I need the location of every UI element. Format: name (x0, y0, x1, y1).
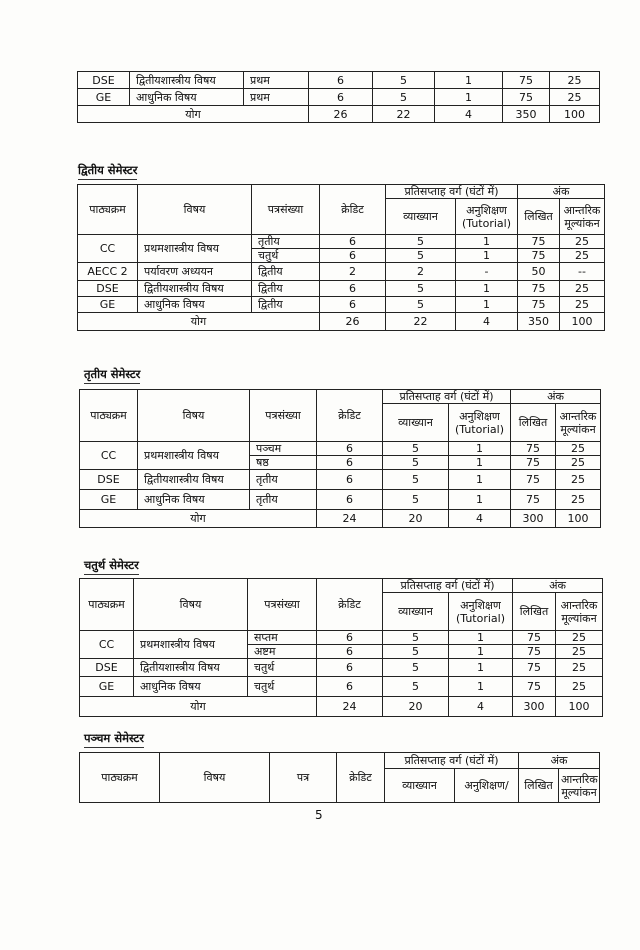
page-number: 5 (315, 808, 323, 822)
subject-cell: आधुनिक विषय (134, 677, 248, 697)
paper-cell: द्वितीय (252, 281, 320, 297)
header-paper: पत्र (270, 753, 337, 803)
tutorial-cell: 1 (449, 645, 513, 659)
paper-cell: पञ्चम (250, 442, 317, 456)
lecture-cell: 5 (373, 72, 435, 89)
credit-cell: 2 (320, 263, 386, 281)
course-cell: DSE (80, 659, 134, 677)
total-label: योग (80, 697, 317, 717)
first-semester-table-continuation (77, 71, 600, 123)
internal-cell: 25 (560, 249, 605, 263)
header-subject: विषय (138, 185, 252, 235)
tutorial-cell: 1 (449, 631, 513, 645)
subject-cell: द्वितीयशास्त्रीय विषय (130, 72, 244, 89)
total-row (78, 313, 605, 331)
header-written: लिखित (519, 769, 559, 803)
paper-cell: द्वितीय (252, 263, 320, 281)
header-credit: क्रेडिट (320, 185, 386, 235)
internal-cell: 25 (550, 89, 600, 106)
written-cell: 50 (518, 263, 560, 281)
header-marks: अंक (513, 579, 603, 593)
internal-cell: 25 (556, 470, 601, 490)
tutorial-cell: 1 (449, 442, 511, 456)
written-cell: 75 (513, 677, 556, 697)
lecture-cell: 5 (383, 677, 449, 697)
subject-cell: प्रथमशास्त्रीय विषय (138, 442, 250, 470)
header-lecture: व्याख्यान (383, 404, 449, 442)
header-weekly: प्रतिसप्ताह वर्ग (घंटों में) (383, 579, 513, 593)
lecture-cell: 5 (383, 456, 449, 470)
tutorial-cell: 1 (456, 249, 518, 263)
internal-cell: 25 (556, 677, 603, 697)
course-cell: CC (80, 442, 138, 470)
total-internal: 100 (556, 697, 603, 717)
internal-cell: 25 (556, 645, 603, 659)
course-cell: GE (80, 677, 134, 697)
header-internal-1: आन्तरिक (563, 203, 601, 217)
total-written: 300 (511, 510, 556, 528)
table-header-row (80, 390, 601, 404)
written-cell: 75 (511, 442, 556, 456)
header-internal-1: आन्तरिक (560, 598, 598, 612)
semester-2-table (77, 184, 605, 331)
header-marks: अंक (511, 390, 601, 404)
header-weekly: प्रतिसप्ताह वर्ग (घंटों में) (383, 390, 511, 404)
internal-cell: 25 (556, 631, 603, 645)
total-tutorial: 4 (449, 510, 511, 528)
header-tutorial: अनुशिक्षण/ (455, 769, 519, 803)
header-internal-1: आन्तरिक (559, 409, 597, 423)
lecture-cell: 5 (386, 281, 456, 297)
lecture-cell: 5 (383, 490, 449, 510)
semester-2-heading: द्वितीय सेमेस्टर (78, 163, 137, 180)
tutorial-cell: 1 (456, 281, 518, 297)
total-internal: 100 (550, 106, 600, 123)
header-weekly: प्रतिसप्ताह वर्ग (घंटों में) (386, 185, 518, 199)
paper-cell: प्रथम (244, 89, 309, 106)
paper-cell: द्वितीय (252, 297, 320, 313)
lecture-cell: 5 (386, 235, 456, 249)
lecture-cell: 5 (386, 297, 456, 313)
tutorial-cell: 1 (456, 297, 518, 313)
lecture-cell: 5 (383, 659, 449, 677)
tutorial-cell: - (456, 263, 518, 281)
total-credit: 24 (317, 697, 383, 717)
internal-cell: -- (560, 263, 605, 281)
header-subject: विषय (138, 390, 250, 442)
total-label: योग (78, 106, 309, 123)
header-written: लिखित (513, 593, 556, 631)
paper-cell: अष्टम (248, 645, 317, 659)
lecture-cell: 5 (383, 442, 449, 456)
course-cell: DSE (80, 470, 138, 490)
header-lecture: व्याख्यान (386, 199, 456, 235)
subject-cell: आधुनिक विषय (138, 490, 250, 510)
total-row (78, 106, 600, 123)
header-tutorial (456, 199, 518, 235)
total-credit: 26 (309, 106, 373, 123)
table-row (80, 677, 603, 697)
tutorial-cell: 1 (449, 659, 513, 677)
credit-cell: 6 (320, 235, 386, 249)
table-header-row (80, 753, 600, 769)
total-label: योग (78, 313, 320, 331)
header-internal (556, 593, 603, 631)
total-credit: 26 (320, 313, 386, 331)
header-internal-2: मूल्यांकन (561, 785, 597, 799)
subject-cell: द्वितीयशास्त्रीय विषय (134, 659, 248, 677)
tutorial-cell: 1 (435, 72, 503, 89)
header-subject: विषय (160, 753, 270, 803)
credit-cell: 6 (320, 249, 386, 263)
internal-cell: 25 (556, 490, 601, 510)
paper-cell: सप्तम (248, 631, 317, 645)
header-marks: अंक (518, 185, 605, 199)
header-lecture: व्याख्यान (385, 769, 455, 803)
total-written: 350 (518, 313, 560, 331)
header-internal-2: मूल्यांकन (560, 422, 596, 436)
total-lecture: 20 (383, 697, 449, 717)
header-internal-2: मूल्यांकन (561, 611, 597, 625)
header-credit: क्रेडिट (337, 753, 385, 803)
semester-4-table (79, 578, 603, 717)
course-cell: CC (80, 631, 134, 659)
course-cell: DSE (78, 72, 130, 89)
header-written: लिखित (518, 199, 560, 235)
table-row (80, 442, 601, 456)
tutorial-cell: 1 (456, 235, 518, 249)
header-internal-2: मूल्यांकन (564, 216, 600, 230)
header-paper-no: पत्रसंख्या (252, 185, 320, 235)
written-cell: 75 (518, 281, 560, 297)
paper-cell: चतुर्थ (248, 677, 317, 697)
header-internal-1: आन्तरिक (561, 772, 598, 786)
semester-4-heading: चतुर्थ सेमेस्टर (84, 558, 139, 575)
credit-cell: 6 (317, 659, 383, 677)
header-weekly: प्रतिसप्ताह वर्ग (घंटों में) (385, 753, 519, 769)
course-cell: CC (78, 235, 138, 263)
written-cell: 75 (511, 456, 556, 470)
header-tutorial-en: (Tutorial) (455, 611, 506, 625)
header-course: पाठ्यक्रम (80, 390, 138, 442)
credit-cell: 6 (317, 456, 383, 470)
credit-cell: 6 (317, 677, 383, 697)
header-tutorial-en: (Tutorial) (454, 422, 505, 436)
paper-cell: तृतीय (252, 235, 320, 249)
credit-cell: 6 (317, 442, 383, 456)
course-cell: GE (78, 89, 130, 106)
subject-cell: प्रथमशास्त्रीय विषय (138, 235, 252, 263)
table-header-row (80, 579, 603, 593)
internal-cell: 25 (560, 281, 605, 297)
subject-cell: द्वितीयशास्त्रीय विषय (138, 281, 252, 297)
table-row (80, 490, 601, 510)
table-row (78, 72, 600, 89)
written-cell: 75 (503, 72, 550, 89)
lecture-cell: 5 (383, 470, 449, 490)
written-cell: 75 (511, 490, 556, 510)
semester-5-table (79, 752, 600, 803)
credit-cell: 6 (320, 297, 386, 313)
paper-cell: तृतीय (250, 490, 317, 510)
total-label: योग (80, 510, 317, 528)
course-cell: DSE (78, 281, 138, 297)
paper-cell: चतुर्थ (252, 249, 320, 263)
header-course: पाठ्यक्रम (80, 753, 160, 803)
header-paper-no: पत्रसंख्या (248, 579, 317, 631)
credit-cell: 6 (317, 490, 383, 510)
total-written: 350 (503, 106, 550, 123)
written-cell: 75 (503, 89, 550, 106)
header-internal (556, 404, 601, 442)
written-cell: 75 (518, 249, 560, 263)
table-row (78, 89, 600, 106)
internal-cell: 25 (556, 442, 601, 456)
semester-3-heading: तृतीय सेमेस्टर (84, 367, 140, 384)
course-cell: GE (78, 297, 138, 313)
table-row (80, 659, 603, 677)
total-row (80, 697, 603, 717)
header-internal (559, 769, 600, 803)
subject-cell: आधुनिक विषय (130, 89, 244, 106)
header-credit: क्रेडिट (317, 390, 383, 442)
internal-cell: 25 (550, 72, 600, 89)
header-tutorial (449, 404, 511, 442)
header-lecture: व्याख्यान (383, 593, 449, 631)
credit-cell: 6 (317, 470, 383, 490)
tutorial-cell: 1 (449, 470, 511, 490)
subject-cell: प्रथमशास्त्रीय विषय (134, 631, 248, 659)
tutorial-cell: 1 (449, 490, 511, 510)
subject-cell: आधुनिक विषय (138, 297, 252, 313)
total-written: 300 (513, 697, 556, 717)
header-internal (560, 199, 605, 235)
written-cell: 75 (513, 631, 556, 645)
header-course: पाठ्यक्रम (80, 579, 134, 631)
table-row (78, 281, 605, 297)
tutorial-cell: 1 (435, 89, 503, 106)
header-marks: अंक (519, 753, 600, 769)
paper-cell: प्रथम (244, 72, 309, 89)
total-lecture: 22 (373, 106, 435, 123)
header-written: लिखित (511, 404, 556, 442)
lecture-cell: 5 (386, 249, 456, 263)
header-tutorial-hi: अनुशिक्षण (466, 203, 507, 217)
total-tutorial: 4 (435, 106, 503, 123)
total-tutorial: 4 (456, 313, 518, 331)
header-paper-no: पत्रसंख्या (250, 390, 317, 442)
tutorial-cell: 1 (449, 456, 511, 470)
internal-cell: 25 (560, 235, 605, 249)
total-tutorial: 4 (449, 697, 513, 717)
total-internal: 100 (556, 510, 601, 528)
total-credit: 24 (317, 510, 383, 528)
written-cell: 75 (511, 470, 556, 490)
table-row (78, 235, 605, 249)
credit-cell: 6 (317, 631, 383, 645)
written-cell: 75 (518, 297, 560, 313)
table-row (80, 470, 601, 490)
lecture-cell: 5 (383, 645, 449, 659)
total-internal: 100 (560, 313, 605, 331)
semester-3-table (79, 389, 601, 528)
header-tutorial-en: (Tutorial) (461, 216, 512, 230)
written-cell: 75 (518, 235, 560, 249)
lecture-cell: 5 (373, 89, 435, 106)
header-tutorial (449, 593, 513, 631)
header-tutorial-hi: अनुशिक्षण (460, 598, 501, 612)
header-credit: क्रेडिट (317, 579, 383, 631)
table-row (78, 263, 605, 281)
paper-cell: चतुर्थ (248, 659, 317, 677)
subject-cell: पर्यावरण अध्ययन (138, 263, 252, 281)
paper-cell: तृतीय (250, 470, 317, 490)
lecture-cell: 5 (383, 631, 449, 645)
paper-cell: षष्ठ (250, 456, 317, 470)
header-subject: विषय (134, 579, 248, 631)
course-cell: GE (80, 490, 138, 510)
credit-cell: 6 (309, 72, 373, 89)
course-cell: AECC 2 (78, 263, 138, 281)
written-cell: 75 (513, 659, 556, 677)
total-lecture: 22 (386, 313, 456, 331)
credit-cell: 6 (317, 645, 383, 659)
lecture-cell: 2 (386, 263, 456, 281)
header-tutorial-hi: अनुशिक्षण (459, 409, 500, 423)
semester-5-heading: पञ्चम सेमेस्टर (84, 731, 144, 748)
subject-cell: द्वितीयशास्त्रीय विषय (138, 470, 250, 490)
internal-cell: 25 (556, 456, 601, 470)
table-header-row (78, 185, 605, 199)
internal-cell: 25 (556, 659, 603, 677)
credit-cell: 6 (309, 89, 373, 106)
table-row (80, 631, 603, 645)
total-row (80, 510, 601, 528)
total-lecture: 20 (383, 510, 449, 528)
internal-cell: 25 (560, 297, 605, 313)
header-course: पाठ्यक्रम (78, 185, 138, 235)
credit-cell: 6 (320, 281, 386, 297)
table-row (78, 297, 605, 313)
written-cell: 75 (513, 645, 556, 659)
tutorial-cell: 1 (449, 677, 513, 697)
